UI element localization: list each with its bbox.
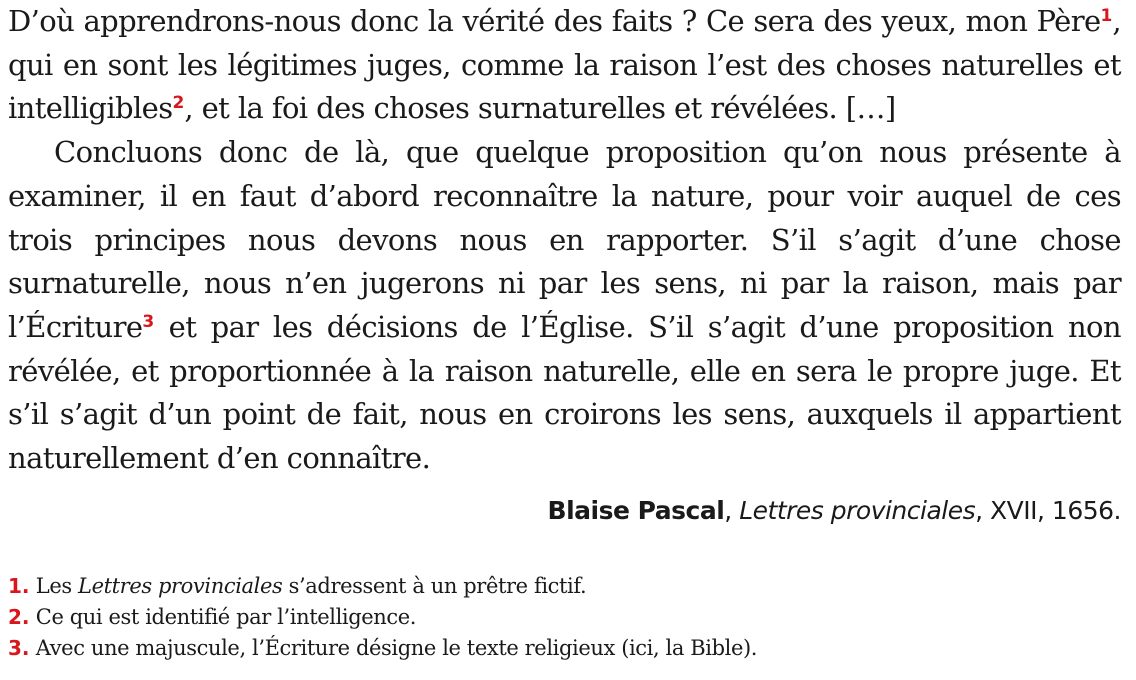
footnote-text: Les [29,573,79,598]
footnote-number: 1. [8,573,30,598]
source-author: Blaise Pascal [547,495,725,525]
source-details: XVII, 1656. [990,495,1121,525]
footnote-1 [8,571,1121,602]
footnote-ref-1: 1 [1100,6,1113,26]
footnote-3 [8,633,1121,664]
footnote-text: s’adressent à un prêtre fictif. [282,573,587,598]
footnote-number: 3. [8,635,30,660]
footnote-2 [8,602,1121,633]
source-separator-1: , [724,495,740,525]
paragraph-1-text-b: , qui en sont les légitimes juges, comme la raison l’est des choses naturelles et intelligibles [8,4,1121,126]
footnote-number: 2. [8,604,30,629]
paragraph-1 [8,0,1121,131]
footnote-ref-2: 2 [172,93,185,114]
paragraph-1-text-a: D’où apprendrons-nous donc la vérité des faits ? Ce sera des yeux, mon Père [8,4,1101,38]
footnote-text: Avec une majuscule, l’Écriture désigne le texte religieux (ici, la Bible). [29,635,758,660]
source-citation [8,491,1121,531]
footnotes [8,571,1121,664]
paragraph-2-text-a: Concluons donc de là, que quelque proposition qu’on nous présente à examiner, il en faut d’abord reconnaître la nature, pour voir auquel de ces trois principes nous devons nous en rapporter. S’il s’agit d’une chose surnaturelle, nous n’en jugerons ni par les sens, ni par la raison, mais par l’Écriture [8,135,1121,344]
document-page [8,0,1121,664]
paragraph-1-text-c: , et la foi des choses surnaturelles et révélées. […] [184,91,896,126]
footnote-ref-3: 3 [142,311,155,332]
footnote-text: Ce qui est identifié par l’intelligence. [29,604,417,629]
paragraph-2 [8,131,1121,481]
source-work-title: Lettres provinciales [739,495,976,525]
paragraph-2-text-b: et par les décisions de l’Église. S’il s’agit d’une proposition non révélée, et proportionnée à la raison naturelle, elle en sera le propre juge. Et s’il s’agit d’un point de fait, nous en croirons les sens, auxquels il appartient naturellement d’en connaître. [8,309,1121,476]
source-separator-2: , [975,495,991,525]
footnote-italic-title: Lettres provinciales [78,573,283,598]
